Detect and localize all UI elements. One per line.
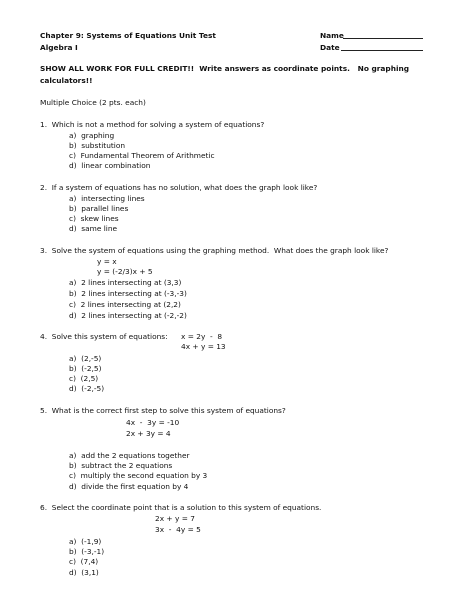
question-4: 4. Solve this system of equations: <box>40 332 168 341</box>
name-label: Name <box>320 31 344 40</box>
q3-equation-2: y = (-2/3)x + 5 <box>97 267 153 276</box>
question-5: 5. What is the correct first step to solve this system of equations? <box>40 406 286 415</box>
q5-choice-a: a) add the 2 equations together <box>69 451 190 460</box>
q4-choice-d: d) (-2,-5) <box>69 384 105 393</box>
question-1: 1. Which is not a method for solving a system of equations? <box>40 120 265 129</box>
q6-equation-2: 3x - 4y = 5 <box>155 525 201 534</box>
date-blank[interactable] <box>341 50 423 51</box>
test-title: Chapter 9: Systems of Equations Unit Test <box>40 31 216 40</box>
q2-choice-b: b) parallel lines <box>69 204 129 213</box>
q4-equation-2: 4x + y = 13 <box>181 342 226 351</box>
course-name: Algebra I <box>40 43 78 52</box>
q4-choice-c: c) (2,5) <box>69 374 99 383</box>
q1-choice-a: a) graphing <box>69 131 115 140</box>
q6-choice-c: c) (7,4) <box>69 557 99 566</box>
date-label: Date <box>320 43 340 52</box>
q2-choice-d: d) same line <box>69 224 118 233</box>
q1-choice-b: b) substitution <box>69 141 126 150</box>
name-blank[interactable] <box>343 38 423 39</box>
instructions-line-2: calculators!! <box>40 76 93 85</box>
q3-choice-b: b) 2 lines intersecting at (-3,-3) <box>69 289 187 298</box>
section-heading: Multiple Choice (2 pts. each) <box>40 98 146 107</box>
question-2: 2. If a system of equations has no solution, what does the graph look like? <box>40 183 318 192</box>
q3-choice-a: a) 2 lines intersecting at (3,3) <box>69 278 182 287</box>
q3-choice-d: d) 2 lines intersecting at (-2,-2) <box>69 311 187 320</box>
q1-choice-d: d) linear combination <box>69 161 151 170</box>
q1-choice-c: c) Fundamental Theorem of Arithmetic <box>69 151 215 160</box>
q6-choice-b: b) (-3,-1) <box>69 547 105 556</box>
instructions-line-1: SHOW ALL WORK FOR FULL CREDIT!! Write answers as coordinate points. No graphing <box>40 64 410 73</box>
q6-choice-d: d) (3,1) <box>69 568 99 577</box>
q5-choice-b: b) subtract the 2 equations <box>69 461 173 470</box>
q4-choice-b: b) (-2,5) <box>69 364 102 373</box>
q5-equation-2: 2x + 3y = 4 <box>126 429 171 438</box>
q3-choice-c: c) 2 lines intersecting at (2,2) <box>69 300 181 309</box>
q6-choice-a: a) (-1,9) <box>69 537 102 546</box>
q4-choice-a: a) (2,-5) <box>69 354 102 363</box>
q5-choice-c: c) multiply the second equation by 3 <box>69 471 208 480</box>
q5-equation-1: 4x - 3y = -10 <box>126 418 180 427</box>
q2-choice-c: c) skew lines <box>69 214 119 223</box>
q6-equation-1: 2x + y = 7 <box>155 514 195 523</box>
q3-equation-1: y = x <box>97 257 117 266</box>
q4-equation-1: x = 2y - 8 <box>181 332 223 341</box>
question-3: 3. Solve the system of equations using the graphing method. What does the graph look like? <box>40 246 389 255</box>
q2-choice-a: a) intersecting lines <box>69 194 145 203</box>
q5-choice-d: d) divide the first equation by 4 <box>69 482 189 491</box>
question-6: 6. Select the coordinate point that is a solution to this system of equations. <box>40 503 322 512</box>
